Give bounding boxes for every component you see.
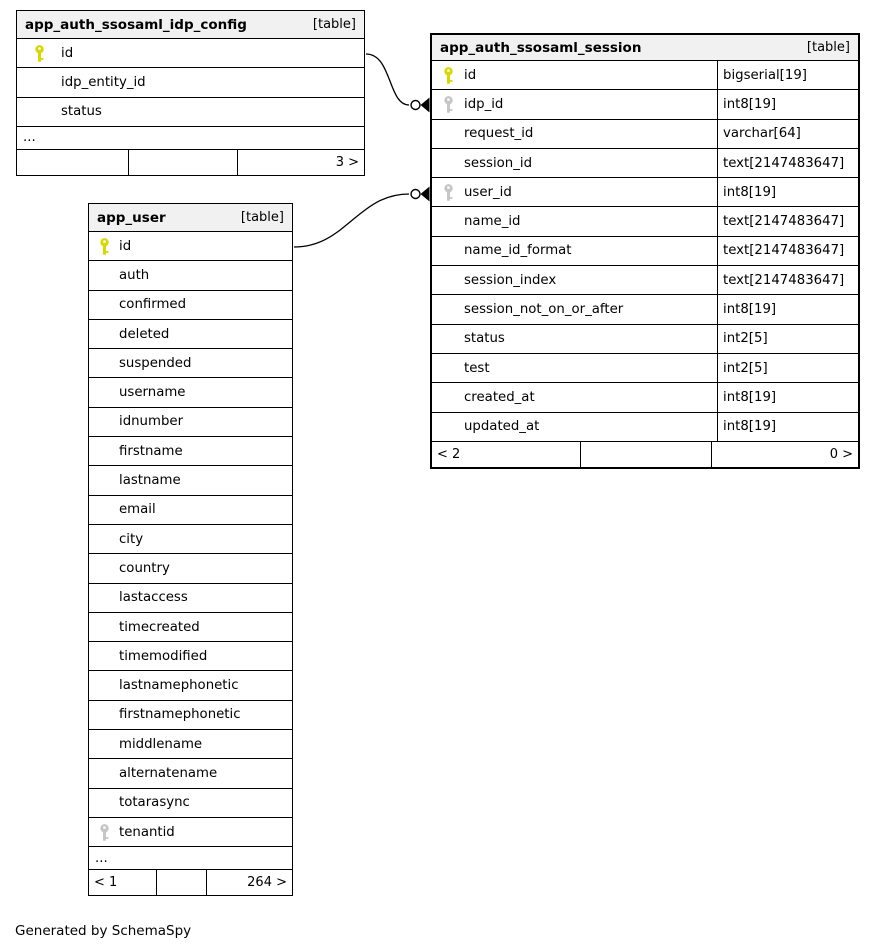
column-name: totarasync xyxy=(119,795,190,811)
column-row-deleted[interactable] xyxy=(89,320,292,349)
primary-key-icon xyxy=(17,45,61,62)
relationship-user-id-to-session-user-id xyxy=(294,187,430,248)
foreign-key-icon xyxy=(89,824,119,841)
column-type: text[2147483647] xyxy=(717,266,858,294)
column-row-id[interactable] xyxy=(17,39,364,68)
column-type: int8[19] xyxy=(717,90,858,118)
column-name: country xyxy=(119,560,170,576)
table-header[interactable] xyxy=(17,11,364,39)
column-type: int2[5] xyxy=(717,354,858,382)
column-row-email[interactable] xyxy=(89,496,292,525)
column-name: city xyxy=(119,531,144,547)
table-app_auth_ssosaml_idp_config xyxy=(16,10,365,176)
column-name: id xyxy=(61,45,74,61)
foreign-key-icon xyxy=(432,184,464,201)
column-name: email xyxy=(119,502,156,518)
column-name: auth xyxy=(119,267,150,283)
table-name: app_auth_ssosaml_idp_config xyxy=(25,16,247,33)
column-name: timecreated xyxy=(119,619,200,635)
column-row-lastaccess[interactable] xyxy=(89,584,292,613)
column-row-alternatename[interactable] xyxy=(89,759,292,788)
column-name: name_id xyxy=(464,214,521,230)
column-name: lastaccess xyxy=(119,590,188,606)
column-name: session_id xyxy=(464,155,533,171)
column-row-session_id[interactable] xyxy=(432,149,858,178)
arrowhead-icon xyxy=(421,98,430,113)
column-row-user_id[interactable] xyxy=(432,178,858,207)
column-name: status xyxy=(61,104,102,120)
relationship-idp-config-id-to-session-idp-id xyxy=(366,54,430,113)
column-name: tenantid xyxy=(119,824,175,840)
column-row-country[interactable] xyxy=(89,554,292,583)
column-name: deleted xyxy=(119,326,170,342)
column-row-id[interactable] xyxy=(432,61,858,90)
column-row-status[interactable] xyxy=(17,98,364,127)
column-name: alternatename xyxy=(119,765,218,781)
column-name: lastname xyxy=(119,473,181,489)
column-name: idp_entity_id xyxy=(61,74,146,90)
column-type: text[2147483647] xyxy=(717,237,858,265)
column-type: int2[5] xyxy=(717,325,858,353)
column-name: name_id_format xyxy=(464,243,572,259)
primary-key-icon xyxy=(89,238,119,255)
table-name: app_auth_ssosaml_session xyxy=(440,39,642,56)
table-type-badge: [table] xyxy=(312,17,356,32)
column-name: session_not_on_or_after xyxy=(464,302,624,318)
column-row-firstnamephonetic[interactable] xyxy=(89,701,292,730)
column-row-suspended[interactable] xyxy=(89,349,292,378)
column-name: suspended xyxy=(119,355,192,371)
column-row-tenantid[interactable] xyxy=(89,818,292,847)
footer-parent-count: < 1 xyxy=(89,870,157,895)
column-row-name_id[interactable] xyxy=(432,207,858,236)
column-name: id xyxy=(119,238,132,254)
footer-spacer-cell xyxy=(581,442,712,467)
column-row-created_at[interactable] xyxy=(432,383,858,412)
column-row-test[interactable] xyxy=(432,354,858,383)
column-row-city[interactable] xyxy=(89,525,292,554)
footer-spacer-cell xyxy=(157,870,207,895)
footer-spacer-cell xyxy=(129,150,238,175)
column-name: created_at xyxy=(464,389,535,405)
column-row-updated_at[interactable] xyxy=(432,413,858,442)
column-name: idnumber xyxy=(119,414,184,430)
column-name: status xyxy=(464,331,505,347)
table-header[interactable] xyxy=(89,204,292,232)
table-app_user xyxy=(88,203,293,896)
column-row-totarasync[interactable] xyxy=(89,789,292,818)
column-row-idnumber[interactable] xyxy=(89,408,292,437)
generated-by-label: Generated by SchemaSpy xyxy=(15,923,192,939)
column-row-name_id_format[interactable] xyxy=(432,237,858,266)
column-row-request_id[interactable] xyxy=(432,120,858,149)
column-name: confirmed xyxy=(119,297,187,313)
table-name: app_user xyxy=(97,209,166,226)
column-row-idp_id[interactable] xyxy=(432,90,858,119)
column-type: bigserial[19] xyxy=(717,61,858,89)
column-type: varchar[64] xyxy=(717,120,858,148)
column-row-timecreated[interactable] xyxy=(89,613,292,642)
foreign-key-icon xyxy=(432,96,464,113)
column-name: user_id xyxy=(464,184,512,200)
column-type: int8[19] xyxy=(717,383,858,411)
column-row-auth[interactable] xyxy=(89,261,292,290)
column-type: int8[19] xyxy=(717,413,858,441)
arrowhead-icon xyxy=(421,187,430,202)
table-footer xyxy=(17,150,364,175)
column-name: middlename xyxy=(119,736,203,752)
footer-child-count: 0 > xyxy=(829,446,853,462)
column-row-timemodified[interactable] xyxy=(89,642,292,671)
column-row-lastnamephonetic[interactable] xyxy=(89,671,292,700)
footer-child-count: 264 > xyxy=(247,875,287,891)
column-row-middlename[interactable] xyxy=(89,730,292,759)
column-type: int8[19] xyxy=(717,295,858,323)
footer-parent-count xyxy=(17,150,129,175)
column-type: text[2147483647] xyxy=(717,207,858,235)
column-row-lastname[interactable] xyxy=(89,466,292,495)
column-name: request_id xyxy=(464,126,534,142)
column-row-username[interactable] xyxy=(89,378,292,407)
column-row-status[interactable] xyxy=(432,325,858,354)
column-name: username xyxy=(119,385,186,401)
column-type: text[2147483647] xyxy=(717,149,858,177)
zero-or-many-circle-icon xyxy=(411,101,420,110)
column-name: timemodified xyxy=(119,648,208,664)
column-row-id[interactable] xyxy=(89,232,292,261)
table-type-badge: [table] xyxy=(240,210,284,225)
column-row-confirmed[interactable] xyxy=(89,291,292,320)
column-row-session_index[interactable] xyxy=(432,266,858,295)
table-header[interactable] xyxy=(432,35,858,61)
footer-parent-count: < 2 xyxy=(432,442,581,467)
primary-key-icon xyxy=(432,67,464,84)
column-row-session_not_on_or_after[interactable] xyxy=(432,295,858,324)
column-name: id xyxy=(464,67,477,83)
table-type-badge: [table] xyxy=(806,40,850,55)
table-app_auth_ssosaml_session xyxy=(430,33,860,469)
column-name: updated_at xyxy=(464,419,540,435)
column-name: idp_id xyxy=(464,96,504,112)
column-type: int8[19] xyxy=(717,178,858,206)
column-name: firstnamephonetic xyxy=(119,707,241,723)
table-footer xyxy=(89,870,292,895)
column-row-firstname[interactable] xyxy=(89,437,292,466)
truncated-columns-indicator: ... xyxy=(89,847,292,870)
zero-or-many-circle-icon xyxy=(411,190,420,199)
column-name: test xyxy=(464,360,490,376)
column-name: firstname xyxy=(119,443,183,459)
column-row-idp_entity_id[interactable] xyxy=(17,68,364,97)
footer-child-count: 3 > xyxy=(335,154,359,170)
column-name: session_index xyxy=(464,272,557,288)
column-name: lastnamephonetic xyxy=(119,678,239,694)
table-footer xyxy=(432,442,858,467)
truncated-columns-indicator: ... xyxy=(17,127,364,150)
